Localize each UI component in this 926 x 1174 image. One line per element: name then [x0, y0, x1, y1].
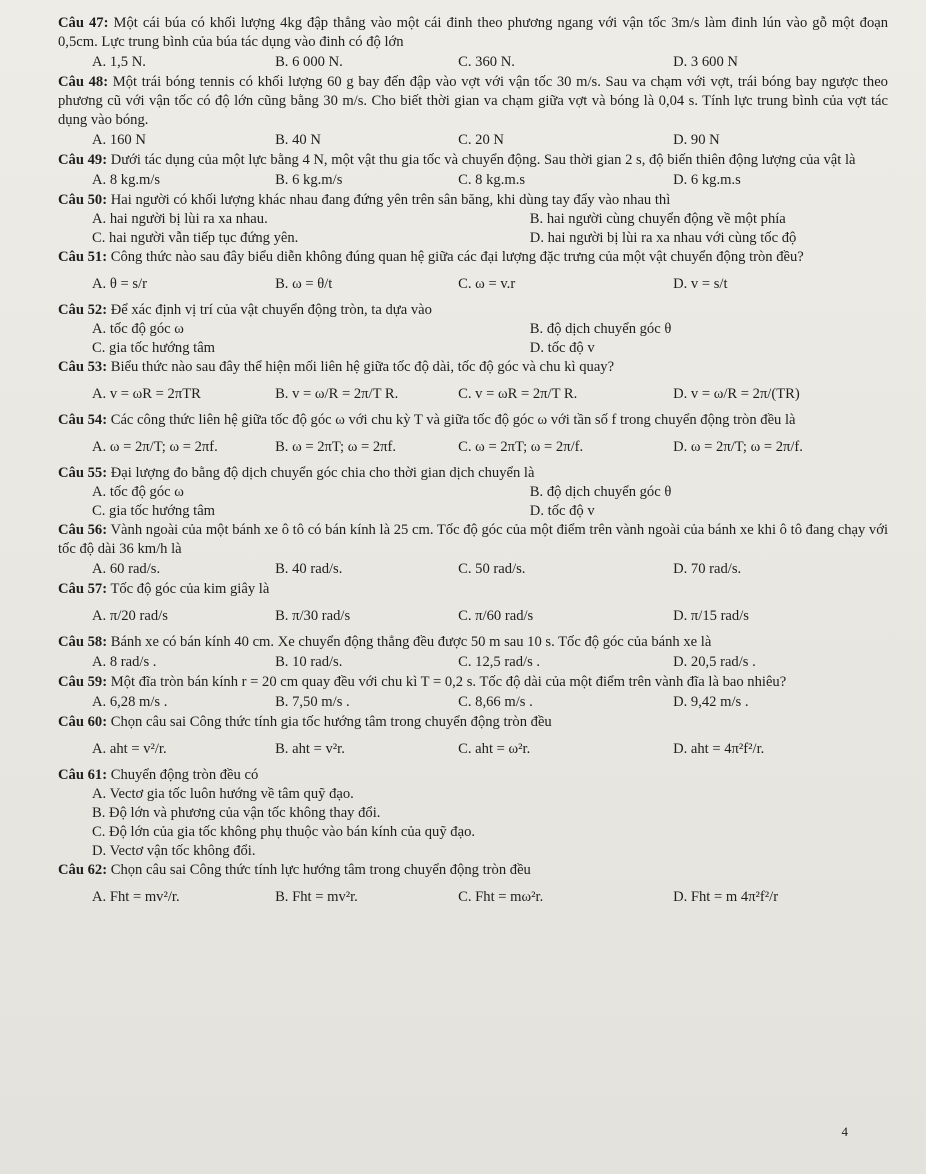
answer-option-c[interactable]: C. aht = ω²r. [458, 741, 531, 757]
question-stem [58, 358, 888, 377]
answer-option-c[interactable]: C. 8,66 m/s . [458, 694, 533, 710]
answer-options [58, 170, 888, 191]
question-56 [58, 521, 888, 580]
question-label: Câu 52: [58, 302, 108, 318]
answer-option-c[interactable]: C. 8 kg.m.s [458, 172, 526, 188]
question-label: Câu 54: [58, 412, 108, 428]
answer-option-a[interactable]: A. aht = v²/r. [92, 741, 167, 757]
answer-options [58, 210, 888, 248]
question-text: Bánh xe có bán kính 40 cm. Xe chuyển động thẳng đều được 50 m sau 10 s. Tốc độ góc của bánh xe là [110, 634, 712, 650]
answer-options [58, 880, 888, 914]
page-number: 4 [841, 1124, 848, 1139]
question-stem [58, 248, 888, 267]
question-label: Câu 57: [58, 581, 108, 597]
answer-option-b[interactable]: B. 6 000 N. [275, 54, 343, 70]
answer-option-c[interactable]: C. Độ lớn của gia tốc không phụ thuộc vào bán kính của quỹ đạo. [92, 824, 476, 840]
answer-option-d[interactable]: D. aht = 4π²f²/r. [673, 741, 765, 757]
answer-option-c[interactable]: C. gia tốc hướng tâm [92, 340, 216, 356]
question-label: Câu 62: [58, 862, 108, 878]
question-stem [58, 191, 888, 210]
question-52 [58, 301, 888, 358]
answer-option-c[interactable]: C. hai người vẫn tiếp tục đứng yên. [92, 230, 299, 246]
answer-options [58, 785, 888, 861]
answer-option-a[interactable]: A. hai người bị lùi ra xa nhau. [92, 211, 268, 227]
answer-option-b[interactable]: B. ω = 2πT; ω = 2πf. [275, 439, 397, 455]
question-label: Câu 58: [58, 634, 108, 650]
answer-option-b[interactable]: B. hai người cùng chuyển động về một phía [529, 211, 786, 227]
question-stem [58, 151, 888, 170]
answer-option-b[interactable]: B. Fht = mv²r. [275, 889, 358, 905]
answer-options [58, 559, 888, 580]
answer-option-b[interactable]: B. độ dịch chuyển góc θ [529, 484, 672, 500]
answer-option-c[interactable]: C. 50 rad/s. [458, 561, 526, 577]
answer-options [58, 599, 888, 633]
answer-option-d[interactable]: D. 9,42 m/s . [673, 694, 749, 710]
answer-option-b[interactable]: B. 7,50 m/s . [275, 694, 350, 710]
answer-options [58, 377, 888, 411]
question-text: Biểu thức nào sau đây thể hiện mối liên hệ giữa tốc độ dài, tốc độ góc và chu kì quay? [110, 359, 615, 375]
answer-option-b[interactable]: B. 6 kg.m/s [275, 172, 343, 188]
question-stem [58, 301, 888, 320]
question-47 [58, 14, 888, 73]
question-label: Câu 56: [58, 522, 108, 538]
question-stem [58, 766, 888, 785]
answer-option-a[interactable]: A. tốc độ góc ω [92, 321, 184, 337]
answer-options [58, 267, 888, 301]
question-57 [58, 580, 888, 633]
answer-option-a[interactable]: A. θ = s/r [92, 276, 147, 292]
question-label: Câu 55: [58, 465, 108, 481]
question-label: Câu 59: [58, 674, 108, 690]
answer-option-c[interactable]: C. 360 N. [458, 54, 515, 70]
answer-option-b[interactable]: B. 10 rad/s. [275, 654, 343, 670]
question-59 [58, 673, 888, 713]
question-55 [58, 464, 888, 521]
question-text: Đại lượng đo bằng độ dịch chuyển góc chia cho thời gian dịch chuyển là [110, 465, 535, 481]
answer-option-d[interactable]: D. 20,5 rad/s . [673, 654, 756, 670]
question-text: Hai người có khối lượng khác nhau đang đứng yên trên sân băng, khi dùng tay đẩy vào nhau thì [110, 192, 671, 208]
answer-options [58, 430, 888, 464]
answer-option-a[interactable]: A. tốc độ góc ω [92, 484, 184, 500]
question-label: Câu 47: [58, 15, 109, 31]
question-stem [58, 521, 888, 559]
question-49 [58, 151, 888, 191]
answer-option-a[interactable]: A. v = ωR = 2πTR [92, 386, 201, 402]
answer-option-d[interactable]: D. 70 rad/s. [673, 561, 742, 577]
answer-options [58, 320, 888, 358]
answer-options [58, 732, 888, 766]
answer-option-d[interactable]: D. v = s/t [673, 276, 728, 292]
answer-option-c[interactable]: C. ω = 2πT; ω = 2π/f. [458, 439, 584, 455]
answer-option-d[interactable]: D. tốc độ v [529, 340, 595, 356]
answer-option-d[interactable]: D. π/15 rad/s [673, 608, 749, 624]
question-text: Chuyển động tròn đều có [110, 767, 259, 783]
answer-option-c[interactable]: C. π/60 rad/s [458, 608, 534, 624]
question-text: Dưới tác dụng của một lực bằng 4 N, một vật thu gia tốc và chuyển động. Sau thời gian 2 s, độ biến thiên động lượng của vật là [110, 152, 856, 168]
answer-option-a[interactable]: A. Vectơ gia tốc luôn hướng về tâm quỹ đạo. [92, 786, 354, 802]
answer-option-b[interactable]: B. v = ω/R = 2π/T R. [275, 386, 399, 402]
answer-option-a[interactable]: A. 160 N [92, 132, 146, 148]
answer-options [58, 652, 888, 673]
answer-option-a[interactable]: A. Fht = mv²/r. [92, 889, 180, 905]
question-label: Câu 50: [58, 192, 108, 208]
answer-option-d[interactable]: D. 3 600 N [673, 54, 738, 70]
answer-option-c[interactable]: C. 20 N [458, 132, 504, 148]
question-label: Câu 53: [58, 359, 108, 375]
answer-option-c[interactable]: C. gia tốc hướng tâm [92, 503, 216, 519]
answer-options [58, 52, 888, 73]
question-text: Chọn câu sai Công thức tính lực hướng tâm trong chuyển động tròn đều [110, 862, 531, 878]
question-text: Các công thức liên hệ giữa tốc độ góc ω với chu kỳ T và giữa tốc độ góc ω với tần số f trong chuyển động tròn đều là [110, 412, 796, 428]
question-label: Câu 60: [58, 714, 108, 730]
question-stem [58, 713, 888, 732]
answer-option-d[interactable]: D. v = ω/R = 2π/(TR) [673, 386, 800, 402]
question-stem [58, 464, 888, 483]
answer-option-a[interactable]: A. ω = 2π/T; ω = 2πf. [92, 439, 218, 455]
question-label: Câu 61: [58, 767, 108, 783]
question-text: Tốc độ góc của kim giây là [110, 581, 270, 597]
question-stem [58, 73, 888, 130]
answer-option-d[interactable]: D. Vectơ vận tốc không đổi. [92, 843, 256, 859]
question-text: Để xác định vị trí của vật chuyển động tròn, ta dựa vào [110, 302, 432, 318]
answer-option-b[interactable]: B. aht = v²r. [275, 741, 345, 757]
question-label: Câu 51: [58, 249, 108, 265]
question-list [58, 14, 888, 914]
answer-option-c[interactable]: C. ω = v.r [458, 276, 516, 292]
answer-option-d[interactable]: D. hai người bị lùi ra xa nhau với cùng tốc độ [529, 230, 797, 246]
answer-option-c[interactable]: C. 12,5 rad/s . [458, 654, 541, 670]
answer-option-d[interactable]: D. tốc độ v [529, 503, 595, 519]
answer-options [58, 692, 888, 713]
question-text: Vành ngoài của một bánh xe ô tô có bán kính là 25 cm. Tốc độ góc của một điểm trên vành ngoài của bánh xe khi ô tô đang chạy với tốc độ dài 36 km/h là [58, 522, 889, 557]
answer-option-d[interactable]: D. ω = 2π/T; ω = 2π/f. [673, 439, 803, 455]
answer-option-b[interactable]: B. ω = θ/t [275, 276, 333, 292]
question-61 [58, 766, 888, 861]
question-stem [58, 14, 888, 52]
answer-option-c[interactable]: C. v = ωR = 2π/T R. [458, 386, 578, 402]
question-label: Câu 48: [58, 74, 109, 90]
question-48 [58, 73, 888, 151]
answer-option-b[interactable]: B. 40 rad/s. [275, 561, 343, 577]
answer-option-b[interactable]: B. Độ lớn và phương của vận tốc không thay đổi. [92, 805, 381, 821]
answer-option-b[interactable]: B. 40 N [275, 132, 321, 148]
question-58 [58, 633, 888, 673]
question-text: Một đĩa tròn bán kính r = 20 cm quay đều với chu kì T = 0,2 s. Tốc độ dài của một điểm trên vành đĩa là bao nhiêu? [110, 674, 787, 690]
answer-option-b[interactable]: B. độ dịch chuyển góc θ [529, 321, 672, 337]
question-label: Câu 49: [58, 152, 108, 168]
question-stem [58, 411, 888, 430]
question-60 [58, 713, 888, 766]
question-stem [58, 861, 888, 880]
answer-option-a[interactable]: A. 1,5 N. [92, 54, 146, 70]
question-stem [58, 633, 888, 652]
answer-option-a[interactable]: A. 8 rad/s . [92, 654, 157, 670]
question-text: Một trái bóng tennis có khối lượng 60 g bay đến đập vào vợt với vận tốc 30 m/s. Sau va chạm với vợt, trái bóng bay ngược theo phương cũ với vận tốc có độ lớn cũng bằng 30 m/s. Cho biết thời gian va chạm giữa vợt và bóng là 0,04 s. Tính lực trung bình của vợt tác dụng vào bóng. [58, 74, 888, 128]
question-text: Công thức nào sau đây biểu diễn không đúng quan hệ giữa các đại lượng đặc trưng của một vật chuyển động tròn đều? [110, 249, 804, 265]
question-50 [58, 191, 888, 248]
answer-option-d[interactable]: D. 90 N [673, 132, 720, 148]
question-54 [58, 411, 888, 464]
answer-option-d[interactable]: D. Fht = m 4π²f²/r [673, 889, 779, 905]
answer-options [58, 130, 888, 151]
answer-option-b[interactable]: B. π/30 rad/s [275, 608, 351, 624]
answer-option-a[interactable]: A. 60 rad/s. [92, 561, 161, 577]
question-stem [58, 673, 888, 692]
question-53 [58, 358, 888, 411]
question-51 [58, 248, 888, 301]
question-text: Một cái búa có khối lượng 4kg đập thẳng vào một cái đinh theo phương ngang với vận tốc 3m/s làm đinh lún vào gỗ một đoạn 0,5cm. Lực trung bình của búa tác dụng vào đinh có độ lớn [58, 15, 889, 50]
answer-option-c[interactable]: C. Fht = mω²r. [458, 889, 544, 905]
question-62 [58, 861, 888, 914]
question-text: Chọn câu sai Công thức tính gia tốc hướng tâm trong chuyển động tròn đều [110, 714, 552, 730]
answer-options [58, 483, 888, 521]
answer-option-d[interactable]: D. 6 kg.m.s [673, 172, 741, 188]
answer-option-a[interactable]: A. 6,28 m/s . [92, 694, 168, 710]
question-stem [58, 580, 888, 599]
answer-option-a[interactable]: A. 8 kg.m/s [92, 172, 161, 188]
answer-option-a[interactable]: A. π/20 rad/s [92, 608, 168, 624]
